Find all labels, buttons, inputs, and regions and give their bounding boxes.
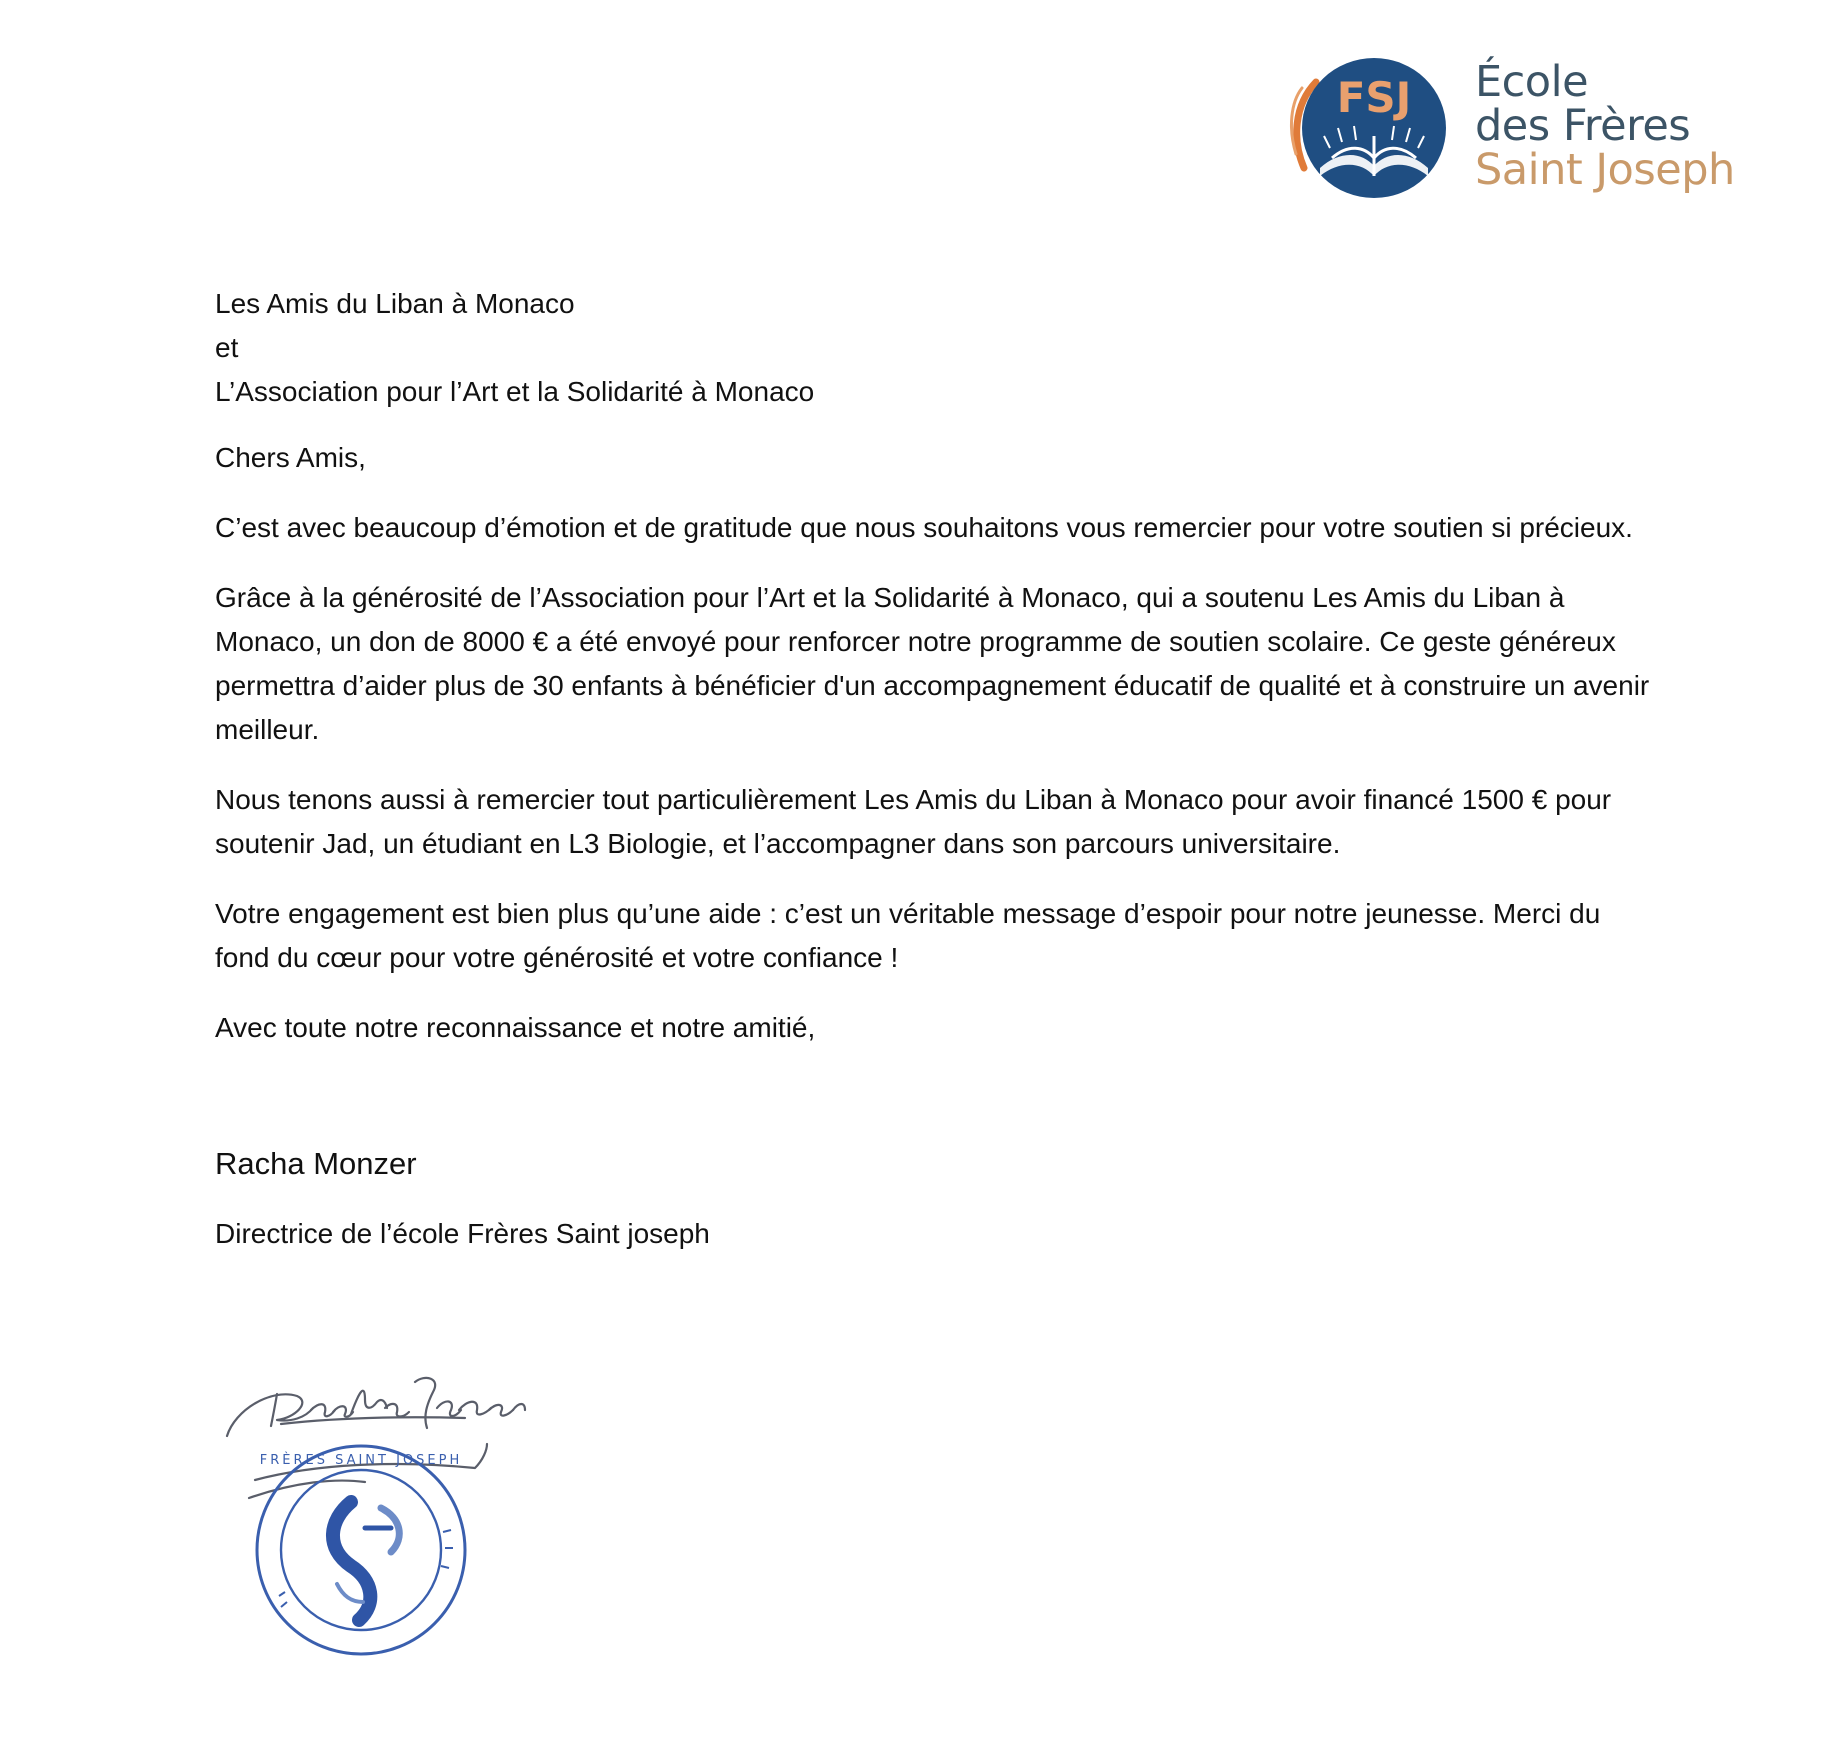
- fsj-emblem-icon: [1282, 50, 1460, 200]
- letter-body: [215, 282, 1655, 1256]
- logo-line-ecole: École: [1475, 57, 1589, 107]
- paragraph-thanks: C’est avec beaucoup d’émotion et de gratitude que nous souhaitons vous remercier pour votre soutien si précieux.: [215, 512, 1633, 543]
- logo-line-freres: des Frères: [1475, 101, 1691, 151]
- signatory-name: Racha Monzer: [215, 1146, 417, 1181]
- recipient-block: [215, 282, 1655, 414]
- paragraph-engagement: Votre engagement est bien plus qu’une aide : c’est un véritable message d’espoir pour notre jeunesse. Merci du fond du cœur pour votre générosité et votre confiance !: [215, 898, 1601, 973]
- school-seal: [257, 1446, 465, 1654]
- seal-text-top: FRÈRES SAINT JOSEPH: [259, 1453, 463, 1468]
- paragraph-donation: Grâce à la générosité de l’Association pour l’Art et la Solidarité à Monaco, qui a soutenu Les Amis du Liban à Monaco, un don de 8000 € a été envoyé pour renforcer notre programme de soutien scolaire. Ce geste généreux permettra d’aider plus de 30 enfants à bénéficier d'un accompagnement éducatif de qualité et à construire un avenir meilleur.: [215, 582, 1650, 745]
- recipient-line-2: et: [215, 332, 239, 363]
- handwritten-signature: [227, 1378, 525, 1498]
- paragraph-student-support: Nous tenons aussi à remercier tout particulièrement Les Amis du Liban à Monaco pour avoir financé 1500 € pour soutenir Jad, un étudiant en L3 Biologie, et l’accompagner dans son parcours universitaire.: [215, 784, 1612, 859]
- school-logo: [1282, 46, 1752, 206]
- school-name: [1475, 57, 1735, 195]
- logo-line-saint-joseph: Saint Joseph: [1475, 145, 1735, 195]
- closing-line: Avec toute notre reconnaissance et notre amitié,: [215, 1012, 816, 1043]
- recipient-line-3: L’Association pour l’Art et la Solidarité à Monaco: [215, 376, 815, 407]
- emblem-letters: FSJ: [1336, 73, 1412, 122]
- signature-and-seal: [215, 1352, 595, 1672]
- salutation: Chers Amis,: [215, 442, 366, 473]
- recipient-line-1: Les Amis du Liban à Monaco: [215, 288, 575, 319]
- signatory-title: Directrice de l’école Frères Saint joseph: [215, 1218, 710, 1249]
